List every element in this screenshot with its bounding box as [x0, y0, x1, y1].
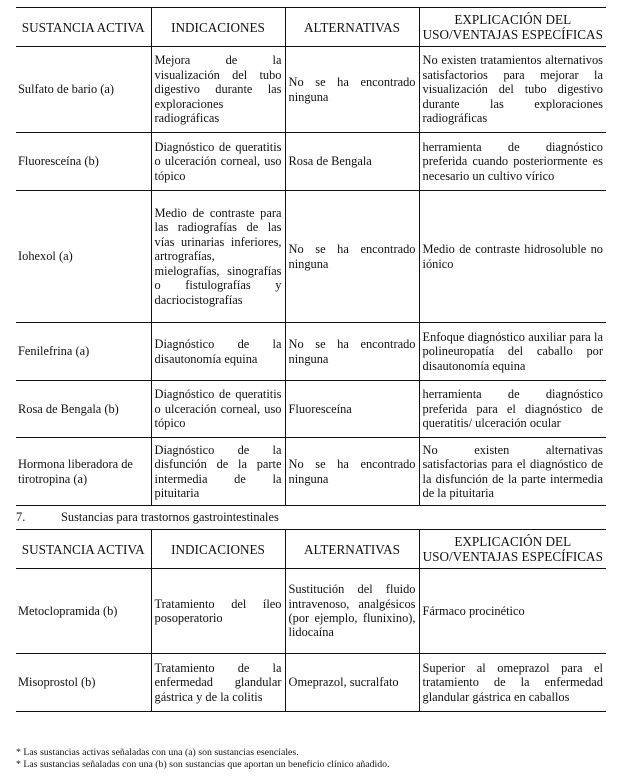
section-heading [16, 510, 279, 525]
cell-indications: Diagnóstico de queratitis o ulceración corneal, uso tópico [151, 381, 285, 438]
cell-substance: Hormona liberadora de tirotropina (a) [16, 438, 151, 506]
cell-alternatives: No se ha encontrado ninguna [285, 47, 419, 133]
cell-substance: Sulfato de bario (a) [16, 47, 151, 133]
table-row [16, 191, 606, 323]
cell-alternatives: No se ha encontrado ninguna [285, 323, 419, 381]
cell-explanation: No existen alternativas satisfactorias para el diagnóstico de la disfunción de la parte intermedia de la pituitaria [419, 438, 606, 506]
cell-alternatives: Rosa de Bengala [285, 133, 419, 191]
table-row [16, 323, 606, 381]
table-row [16, 47, 606, 133]
cell-indications: Diagnóstico de la disautonomía equina [151, 323, 285, 381]
cell-explanation: No existen tratamientos alternativos satisfactorios para mejorar la visualización del tubo digestivo durante las exploraciones radiográficas [419, 47, 606, 133]
gastrointestinal-substances-table [16, 529, 606, 712]
table-row [16, 569, 606, 654]
cell-substance: Fenilefrina (a) [16, 323, 151, 381]
footnote-b: * Las sustancias señaladas con una (b) son sustancias que aportan un beneficio clínico añadido. [16, 759, 390, 770]
section-title: Sustancias para trastornos gastrointestinales [61, 510, 279, 524]
table-row [16, 381, 606, 438]
cell-explanation: Medio de contraste hidrosoluble no iónico [419, 191, 606, 323]
footnote-a: * Las sustancias activas señaladas con una (a) son sustancias esenciales. [16, 747, 299, 758]
cell-alternatives: No se ha encontrado ninguna [285, 438, 419, 506]
table-row [16, 133, 606, 191]
cell-alternatives: Fluoresceína [285, 381, 419, 438]
header-substance: SUSTANCIA ACTIVA [16, 8, 151, 47]
header-substance: SUSTANCIA ACTIVA [16, 530, 151, 569]
cell-substance: Fluoresceína (b) [16, 133, 151, 191]
diagnostic-substances-table [16, 7, 606, 506]
header-alternatives: ALTERNATIVAS [285, 530, 419, 569]
table-header-row [16, 8, 606, 47]
section-number: 7. [16, 510, 26, 524]
cell-substance: Iohexol (a) [16, 191, 151, 323]
footnotes [16, 747, 390, 771]
cell-indications: Diagnóstico de queratitis o ulceración corneal, uso tópico [151, 133, 285, 191]
header-alternatives: ALTERNATIVAS [285, 8, 419, 47]
cell-indications: Tratamiento del íleo posoperatorio [151, 569, 285, 654]
cell-substance: Rosa de Bengala (b) [16, 381, 151, 438]
cell-explanation: herramienta de diagnóstico preferida cuando posteriormente es necesario un cultivo vírico [419, 133, 606, 191]
cell-substance: Metoclopramida (b) [16, 569, 151, 654]
table-row [16, 654, 606, 712]
cell-explanation: Fármaco procinético [419, 569, 606, 654]
cell-indications: Diagnóstico de la disfunción de la parte intermedia de la pituitaria [151, 438, 285, 506]
header-indications: INDICACIONES [151, 8, 285, 47]
table-row [16, 438, 606, 506]
cell-indications: Tratamiento de la enfermedad glandular gástrica y de la colitis [151, 654, 285, 712]
cell-alternatives: No se ha encontrado ninguna [285, 191, 419, 323]
cell-explanation: Superior al omeprazol para el tratamiento de la enfermedad glandular gástrica en caballos [419, 654, 606, 712]
cell-explanation: Enfoque diagnóstico auxiliar para la polineuropatía del caballo por disautonomía equina [419, 323, 606, 381]
cell-explanation: herramienta de diagnóstico preferida para el diagnóstico de queratitis/ ulceración ocular [419, 381, 606, 438]
cell-alternatives: Sustitución del fluido intravenoso, analgésicos (por ejemplo, flunixino), lidocaína [285, 569, 419, 654]
cell-substance: Misoprostol (b) [16, 654, 151, 712]
header-explanation: EXPLICACIÓN DEL USO/VENTAJAS ESPECÍFICAS [419, 8, 606, 47]
cell-indications: Medio de contraste para las radiografías de las vías urinarias inferiores, artrografías, mielografías, sinografías o fistulografías y dacriocistografías [151, 191, 285, 323]
table-header-row [16, 530, 606, 569]
cell-alternatives: Omeprazol, sucralfato [285, 654, 419, 712]
header-explanation: EXPLICACIÓN DEL USO/VENTAJAS ESPECÍFICAS [419, 530, 606, 569]
header-indications: INDICACIONES [151, 530, 285, 569]
cell-indications: Mejora de la visualización del tubo digestivo durante las exploraciones radiográficas [151, 47, 285, 133]
